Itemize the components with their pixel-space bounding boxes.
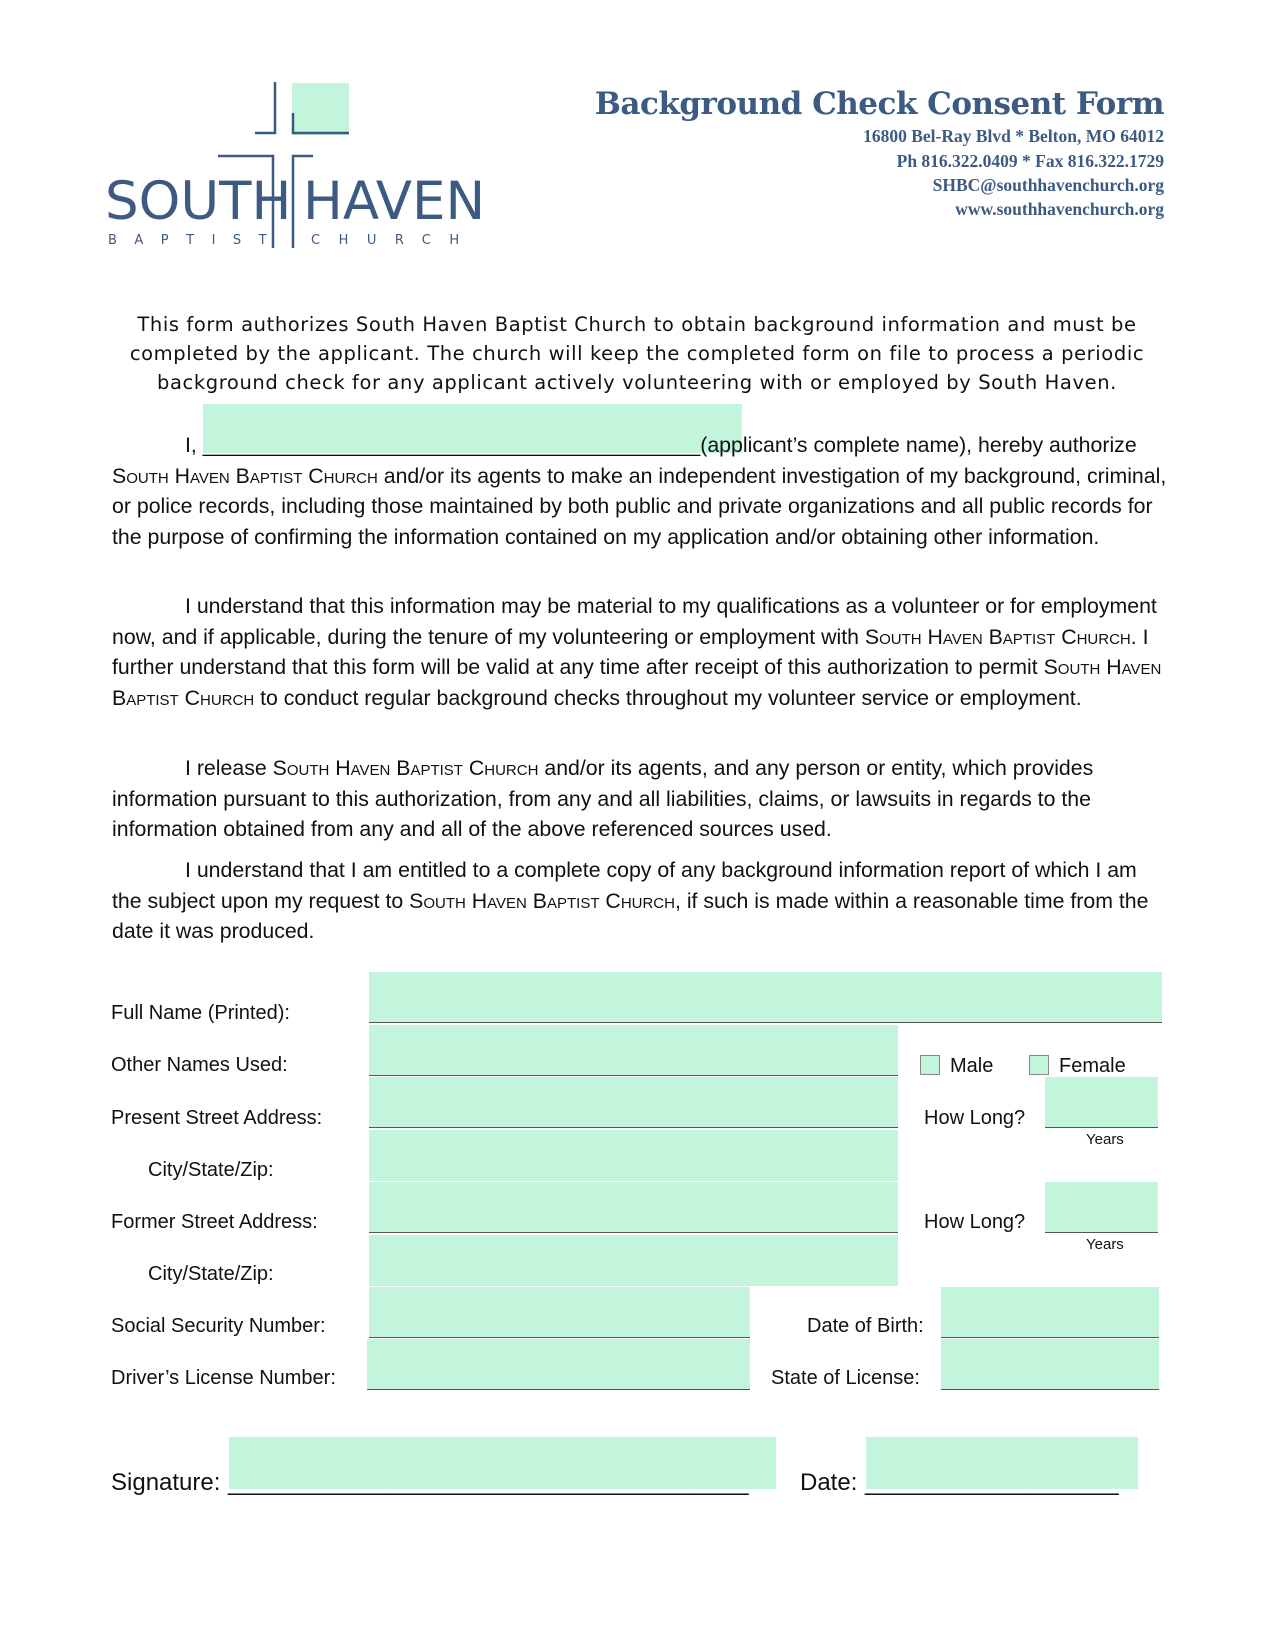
male-checkbox[interactable]	[920, 1055, 940, 1075]
former-address-label: Former Street Address:	[111, 1211, 318, 1233]
applicant-name-blank: __________________________________________	[202, 433, 701, 457]
logo-sub-church: CHURCH	[311, 233, 478, 248]
church-website[interactable]: www.southhavenchurch.org	[955, 199, 1164, 219]
former-years-label: Years	[1086, 1236, 1124, 1253]
p3-text-b: and/or its agents, and any person or entity, which provides information pursuant to this authorization, from any and all liabilities, claims, or lawsuits in regards to the information obtained from any and all of the above referenced sources used.	[112, 756, 1094, 841]
former-city-field[interactable]	[369, 1235, 898, 1286]
intro-text: This form authorizes South Haven Baptist Church to obtain background information and must be completed by the applicant. The church will keep the completed form on file to process a periodic background check for any applicant actively volunteering with or employed by South Haven.	[129, 313, 1145, 394]
date-label: Date:	[800, 1469, 858, 1496]
other-names-label: Other Names Used:	[111, 1054, 288, 1076]
former-how-long-label: How Long?	[924, 1211, 1026, 1233]
consent-paragraph-2	[112, 591, 1172, 713]
present-city-label: City/State/Zip:	[148, 1159, 274, 1181]
org-name: South Haven Baptist Church	[272, 756, 539, 780]
org-name: South Haven Baptist Church	[409, 888, 675, 913]
ssn-field[interactable]	[369, 1287, 750, 1338]
p1-lead: I,	[185, 433, 203, 457]
signature-blank: _______________________________________	[228, 1469, 749, 1496]
p1-after-blank: (applicant’s complete name), hereby authorize	[700, 433, 1137, 457]
logo-sub-baptist: BAPTIST	[108, 233, 285, 248]
full-name-field[interactable]	[369, 972, 1162, 1023]
female-label: Female	[1059, 1055, 1126, 1077]
org-name: South Haven Baptist Church	[112, 655, 1162, 710]
present-how-long-field[interactable]	[1045, 1077, 1158, 1128]
p2-text-c: to conduct regular background checks throughout my volunteer service or employment.	[254, 685, 1082, 710]
signature-label: Signature:	[111, 1469, 221, 1496]
org-name: South Haven Baptist Church	[864, 624, 1131, 649]
consent-paragraph-3	[112, 753, 1172, 845]
present-address-label: Present Street Address:	[111, 1107, 323, 1129]
church-email[interactable]: SHBC@southhavenchurch.org	[932, 175, 1164, 195]
dl-state-field[interactable]	[941, 1339, 1159, 1390]
dob-field[interactable]	[941, 1287, 1159, 1338]
p1-rest: and/or its agents to make an independent investigation of my background, criminal, or police records, including those maintained by both public and private organizations and all public records for the purpose of confirming the information contained on my application and/or obtaining other information.	[112, 463, 1167, 549]
other-names-field[interactable]	[369, 1025, 898, 1076]
dob-label: Date of Birth:	[807, 1315, 924, 1337]
male-label: Male	[950, 1055, 994, 1077]
logo-accent-square	[292, 83, 349, 135]
full-name-label: Full Name (Printed):	[111, 1002, 290, 1024]
p4-text-a: I understand that I am entitled to a complete copy of any background information report of which I am the subject upon my request to	[112, 858, 1137, 913]
form-title: Background Check Consent Form	[594, 86, 1164, 122]
date-blank: ___________________	[865, 1469, 1119, 1496]
dl-number-label: Driver’s License Number:	[111, 1367, 336, 1389]
dl-number-field[interactable]	[367, 1339, 750, 1390]
dl-state-label: State of License:	[771, 1367, 920, 1389]
ssn-label: Social Security Number:	[111, 1315, 326, 1337]
present-how-long-label: How Long?	[924, 1107, 1026, 1129]
church-phone: Ph 816.322.0409 * Fax 816.322.1729	[896, 151, 1164, 171]
church-address: 16800 Bel-Ray Blvd * Belton, MO 64012	[863, 126, 1164, 146]
p4-text-b: , if such is made within a reasonable time from the date it was produced.	[112, 888, 1149, 943]
female-checkbox[interactable]	[1029, 1055, 1049, 1075]
consent-paragraph-1	[112, 430, 1172, 552]
present-city-field[interactable]	[369, 1130, 898, 1181]
org-name: South Haven Baptist Church	[112, 463, 378, 488]
former-how-long-field[interactable]	[1045, 1182, 1158, 1233]
present-years-label: Years	[1086, 1131, 1124, 1148]
p2-text-a: I understand that this information may be material to my qualifications as a volunteer or for employment now, and if applicable, during the tenure of my volunteering or employment with	[112, 594, 1157, 649]
logo-word-south: SOUTH	[105, 171, 292, 232]
former-address-field[interactable]	[369, 1182, 898, 1233]
former-city-label: City/State/Zip:	[148, 1263, 274, 1285]
logo-word-haven: HAVEN	[303, 171, 486, 232]
p3-text-a: I release	[185, 756, 273, 780]
p2-text-b: . I further understand that this form will be valid at any time after receipt of this authorization to permit	[112, 624, 1149, 679]
present-address-field[interactable]	[369, 1077, 898, 1128]
consent-paragraph-4	[112, 855, 1172, 947]
